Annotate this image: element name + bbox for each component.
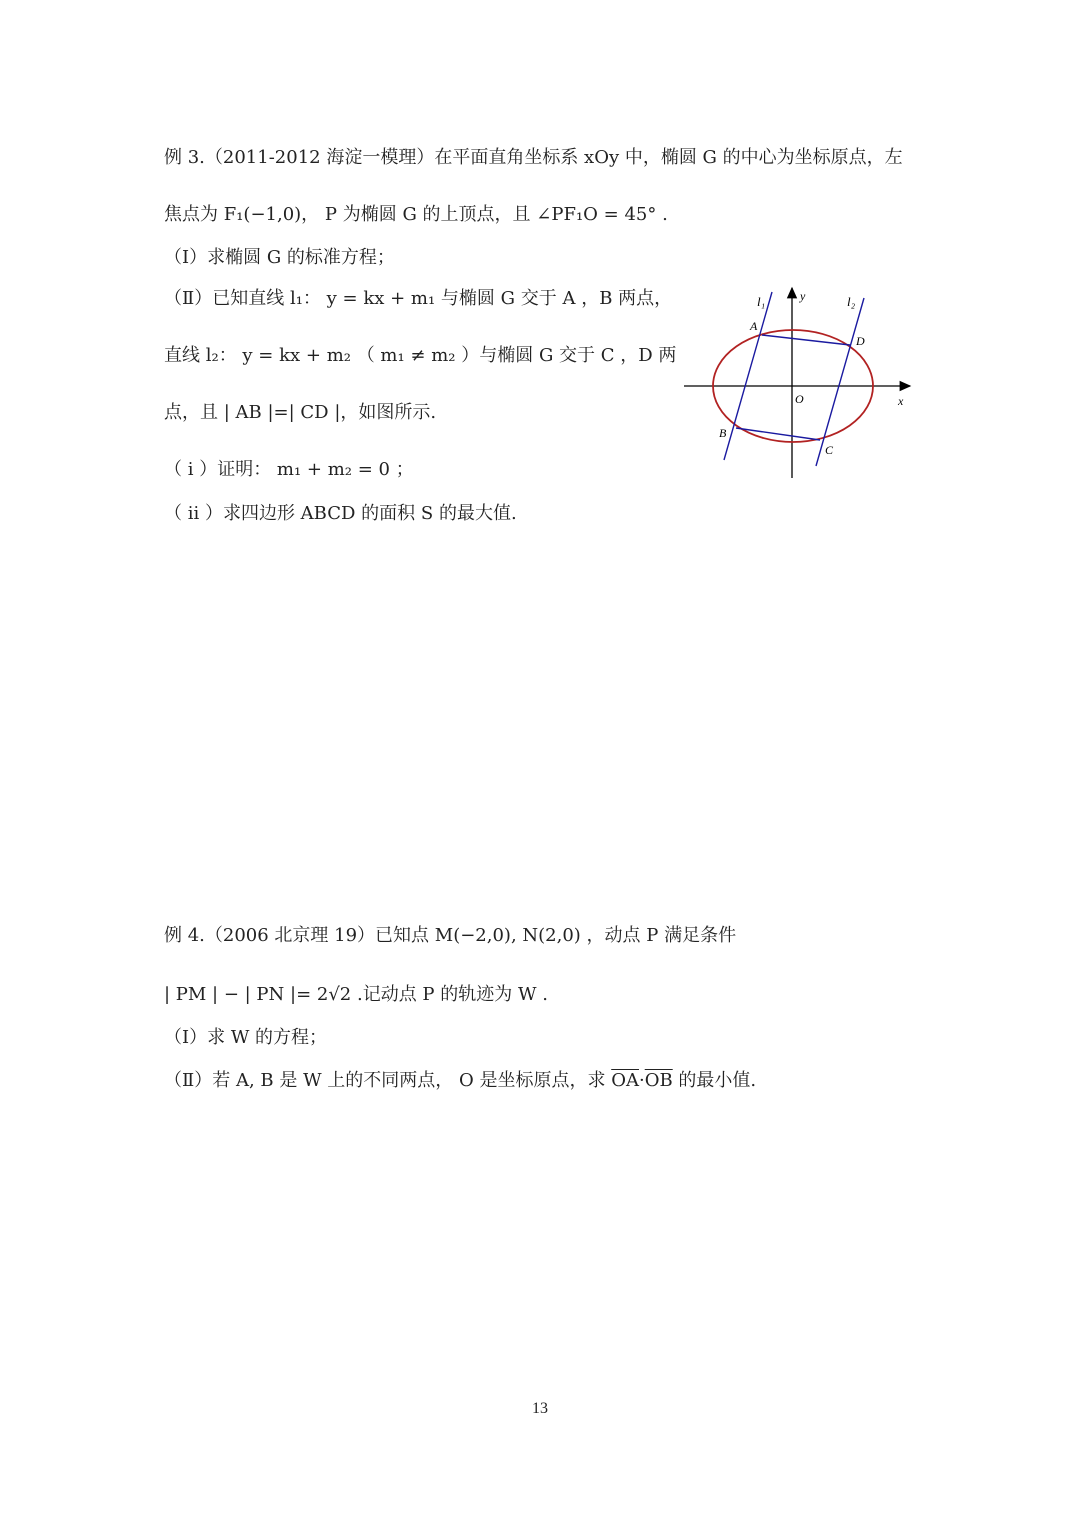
ex3-line1: 例 3.（2011-2012 海淀一模理）在平面直角坐标系 xOy 中，椭圆 G 的中心为坐标原点，左 xyxy=(164,147,903,168)
ex3-line2: 焦点为 F₁(−1,0)， P 为椭圆 G 的上顶点，且 ∠PF₁O = 45° . xyxy=(164,204,668,225)
line-l1 xyxy=(724,292,772,460)
line-l2 xyxy=(816,298,864,466)
ex3-part2-line3: 点，且 | AB |=| CD |，如图所示. xyxy=(164,402,437,423)
vector-oa: $\overline{OA}$ xyxy=(611,1070,639,1091)
label-l1: l₁ xyxy=(757,294,766,309)
ex4-part2 xyxy=(164,1069,756,1093)
ex3-part2-line2: 直线 l₂： y = kx + m₂ （ m₁ ≠ m₂ ）与椭圆 G 交于 C ，D 两 xyxy=(164,345,677,366)
ex4-line2: | PM | − | PN |= 2√2 .记动点 P 的轨迹为 W . xyxy=(164,984,548,1005)
ex4-part2-suffix: 的最小值. xyxy=(672,1070,757,1091)
ex3-part1: （Ⅰ）求椭圆 G 的标准方程； xyxy=(164,247,395,268)
ex3-part2-line1: （Ⅱ）已知直线 l₁： y = kx + m₁ 与椭圆 G 交于 A ，B 两点， xyxy=(164,288,673,309)
page-number: 13 xyxy=(532,1400,548,1417)
label-x: x xyxy=(898,394,904,408)
label-d: D xyxy=(856,334,865,348)
ellipse-figure xyxy=(680,282,920,482)
label-a: A xyxy=(750,319,758,333)
ex4-line1: 例 4.（2006 北京理 19）已知点 M(−2,0), N(2,0) ，动点 P 满足条件 xyxy=(164,925,737,946)
ex3-sub1: （ i ）证明： m₁ + m₂ = 0 ； xyxy=(164,459,414,480)
segment-bc xyxy=(736,428,820,440)
label-y: y xyxy=(800,289,806,303)
label-b: B xyxy=(719,426,727,440)
label-o: O xyxy=(795,392,804,406)
ex4-part2-prefix: （Ⅱ）若 A, B 是 W 上的不同两点， O 是坐标原点，求 xyxy=(164,1070,612,1091)
label-c: C xyxy=(825,443,834,457)
dot-operator: · xyxy=(638,1070,645,1091)
ex4-part1: （Ⅰ）求 W 的方程； xyxy=(164,1027,328,1048)
vector-ob: $\overline{OB}$ xyxy=(644,1070,673,1091)
ex3-sub2: （ ii ）求四边形 ABCD 的面积 S 的最大值. xyxy=(164,503,517,524)
label-l2: l₂ xyxy=(847,294,856,309)
